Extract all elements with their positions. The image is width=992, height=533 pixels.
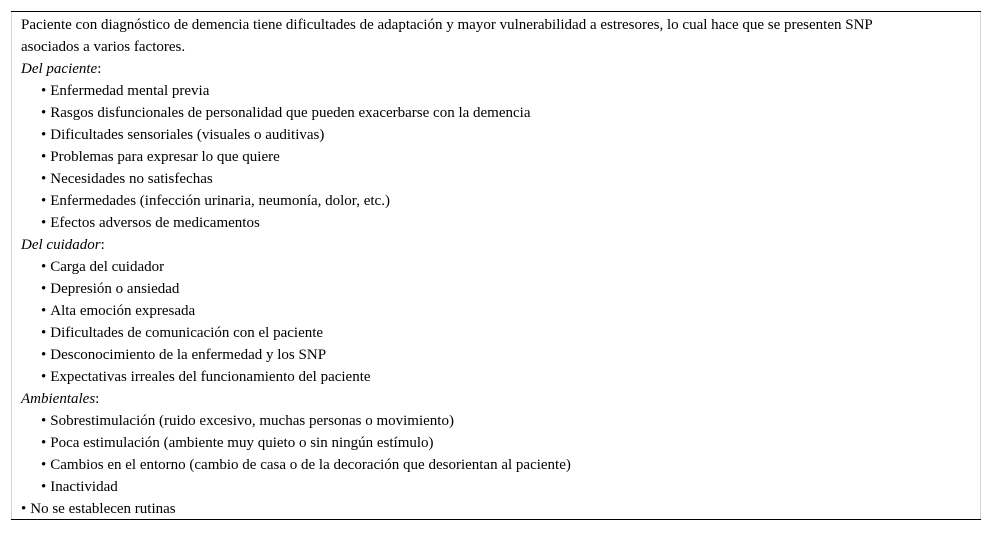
- list-item: [21, 278, 972, 300]
- list-item: [21, 212, 972, 234]
- list-item-text: Enfermedad mental previa: [50, 83, 210, 99]
- final-list-item: [21, 498, 972, 520]
- list-item: [21, 146, 972, 168]
- list-item-text: Problemas para expresar lo que quiere: [50, 149, 280, 165]
- list-item-text: Desconocimiento de la enfermedad y los SNP: [50, 347, 327, 363]
- bullet-icon: •: [21, 501, 27, 517]
- list-item: [21, 256, 972, 278]
- bullet-icon: •: [41, 259, 47, 275]
- factors-table: [11, 11, 981, 520]
- bullet-icon: •: [41, 281, 47, 297]
- list-item-text: Inactividad: [50, 479, 118, 495]
- list-item-text: Dificultades de comunicación con el paciente: [50, 325, 324, 341]
- list-item: [21, 344, 972, 366]
- bullet-icon: •: [41, 83, 47, 99]
- list-item-text: Rasgos disfuncionales de personalidad que pueden exacerbarse con la demencia: [50, 105, 531, 121]
- bullet-icon: •: [41, 325, 47, 341]
- bullet-icon: •: [41, 215, 47, 231]
- list-item: [21, 168, 972, 190]
- section-title: Ambientales: [21, 391, 96, 407]
- list-item-text: Cambios en el entorno (cambio de casa o de la decoración que desorientan al paciente): [50, 457, 571, 473]
- list-item: [21, 80, 972, 102]
- list-item: [21, 300, 972, 322]
- bullet-icon: •: [41, 105, 47, 121]
- bullet-icon: •: [41, 413, 47, 429]
- list-item-text: Enfermedades (infección urinaria, neumonía, dolor, etc.): [50, 193, 390, 209]
- list-item: [21, 190, 972, 212]
- section-heading-environmental: [21, 388, 972, 410]
- list-item: [21, 476, 972, 498]
- cell-content: [21, 14, 972, 520]
- section-heading-caregiver: [21, 234, 972, 256]
- intro-line-2: asociados a varios factores.: [21, 39, 186, 55]
- bullet-icon: •: [41, 303, 47, 319]
- bullet-icon: •: [41, 457, 47, 473]
- list-item-text: No se establecen rutinas: [30, 501, 176, 517]
- list-item-text: Alta emoción expresada: [50, 303, 196, 319]
- section-heading-patient: [21, 58, 972, 80]
- list-item-text: Depresión o ansiedad: [50, 281, 180, 297]
- list-item: [21, 366, 972, 388]
- section-title: Del cuidador: [21, 237, 101, 253]
- bullet-icon: •: [41, 479, 47, 495]
- list-item-text: Poca estimulación (ambiente muy quieto o sin ningún estímulo): [50, 435, 434, 451]
- list-item: [21, 410, 972, 432]
- section-colon: :: [100, 237, 105, 253]
- list-item-text: Carga del cuidador: [50, 259, 165, 275]
- list-item: [21, 454, 972, 476]
- list-item-text: Necesidades no satisfechas: [50, 171, 213, 187]
- bullet-icon: •: [41, 149, 47, 165]
- bullet-icon: •: [41, 369, 47, 385]
- list-item: [21, 432, 972, 454]
- intro-line-1: Paciente con diagnóstico de demencia tiene dificultades de adaptación y mayor vulnerabilidad a estresores, lo cual hace que se presenten SNP: [21, 17, 873, 33]
- bullet-icon: •: [41, 193, 47, 209]
- list-item: [21, 102, 972, 124]
- section-title: Del paciente: [21, 61, 98, 77]
- bullet-icon: •: [41, 435, 47, 451]
- bullet-icon: •: [41, 127, 47, 143]
- list-item: [21, 124, 972, 146]
- list-item-text: Dificultades sensoriales (visuales o auditivas): [50, 127, 325, 143]
- bullet-icon: •: [41, 347, 47, 363]
- section-colon: :: [97, 61, 102, 77]
- table-cell: [11, 12, 981, 519]
- list-item-text: Efectos adversos de medicamentos: [50, 215, 260, 231]
- list-item-text: Sobrestimulación (ruido excesivo, muchas personas o movimiento): [50, 413, 454, 429]
- bullet-icon: •: [41, 171, 47, 187]
- list-item-text: Expectativas irreales del funcionamiento del paciente: [50, 369, 371, 385]
- list-item: [21, 322, 972, 344]
- section-colon: :: [95, 391, 100, 407]
